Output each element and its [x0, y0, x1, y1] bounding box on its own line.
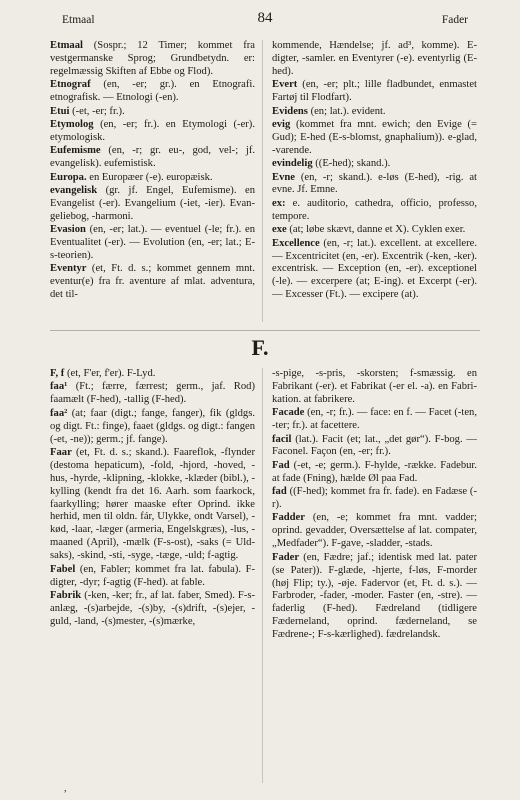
- entry-headword: evindelig: [272, 158, 313, 170]
- dictionary-entry: [272, 40, 477, 79]
- entry-text: (at; løbe skævt, danne et X). Cyklen exer.: [286, 224, 466, 236]
- entry-text: (en, -r; lat.). excellent. at excellere. — Excentricitet (en, -er). Excentrik (-ken, -ker). excentrisk. — Exception (en, -er). exceptionel (-le). — excerpere (at; E-ing). et Excerpt (-er). — Excesser (Ft.). — excipere (at).: [272, 237, 477, 301]
- dictionary-entry: [272, 172, 477, 198]
- dictionary-entry: [50, 145, 255, 171]
- column-divider-top: [262, 40, 263, 322]
- entry-headword: Fad: [272, 459, 290, 471]
- entry-headword: evangelisk: [50, 184, 98, 196]
- entry-headword: ex:: [272, 197, 286, 209]
- entry-text: (en, -r; skand.). e-løs (E-hed), -rig. at evne. Jf. Emne.: [272, 171, 477, 196]
- dictionary-entry: [50, 79, 255, 105]
- dictionary-entry: [272, 512, 477, 551]
- dictionary-entry: [50, 590, 255, 629]
- footer-mark: ,: [64, 783, 67, 794]
- entry-text: (kommet fra mnt. ewich; den Evige (= Gud); E-hed (E-s-blomst, gnaphalium)). e-glad, -varende.: [272, 118, 477, 156]
- page-number: 84: [257, 10, 273, 26]
- entry-text: (-et, -er; fr.).: [69, 105, 125, 117]
- entry-text: (en, -r; fr.). — face: en f. — Facet (-ten, -ter; fr.). at facettere.: [272, 407, 477, 432]
- dictionary-entry: [50, 368, 255, 381]
- entry-headword: F, f: [50, 368, 65, 379]
- dictionary-entry: [272, 158, 477, 171]
- entry-text: en Europæer (-e). europæisk.: [86, 171, 213, 183]
- section-letter-heading: F.: [251, 335, 269, 360]
- dictionary-entry: [272, 368, 477, 407]
- entry-text: (et, Ft. d. s.; skand.). Faareflok, -flynder (destoma hepaticum), -fold, -hjord, -hoved, -hus, -hyrde, -klipning, -klokke, -klæder (bibl.), -kylling (kendt fra det 16. Aarh. som faarkock, faarkylling; hører maaske efter Oprind. ikke herhid, men til oldn. fár, Ulykke, ondt Varsel), -kød, -laar, -læger (armeria, Engelskgræs), -lus, -maaned (April), -mælk (F-s-ost), -saks (= Uldsaks), -skind, -sti, -syge, -tæge, -uld; f-agtig.: [50, 446, 255, 562]
- entry-headword: Excellence: [272, 237, 320, 249]
- dictionary-entry: [50, 185, 255, 224]
- entry-headword: Facade: [272, 407, 305, 419]
- entry-text: (gr. jf. Engel, Eufemisme). en Evangelist (-er). Evangelium (-iet, -ier). Evangeliebog, -harmoni.: [50, 184, 255, 222]
- entry-headword: Eventyr: [50, 263, 87, 275]
- column-bottom-left: [50, 368, 255, 629]
- entry-text: -s-pige, -s-pris, -skorsten; f-smæssig. en Fabrikant (-er). et Fabrikat (-er el. -a). en Fabrikation. at fabrikere.: [272, 368, 477, 405]
- entry-headword: Fader: [272, 551, 300, 563]
- dictionary-entry: [272, 106, 477, 119]
- entry-headword: Faar: [50, 446, 72, 458]
- entry-text: (-ken, -ker; fr., af lat. faber, Smed). F-s-anlæg, -(s)arbejde, -(s)by, -(s)drift, -(s)ejer, -guld, -land, -(s)mester, -(s)mærke,: [50, 589, 255, 627]
- dictionary-entry: [272, 238, 477, 303]
- entry-headword: evig: [272, 118, 291, 130]
- dictionary-entry: [50, 106, 255, 119]
- entry-headword: faa¹: [50, 381, 68, 393]
- column-divider-bottom: [262, 368, 263, 783]
- dictionary-entry: [272, 434, 477, 460]
- entry-text: (en, -er; plt.; lille fladbundet, enmastet Fartøj til Flodfart).: [272, 79, 477, 104]
- dictionary-entry: [272, 79, 477, 105]
- dictionary-entry: [50, 119, 255, 145]
- dictionary-entry: [50, 408, 255, 447]
- entry-text: (en, -r; gr. eu-, god, vel-; jf. evangelisk). eufemistisk.: [50, 145, 255, 170]
- entry-headword: Eufemisme: [50, 145, 101, 157]
- dictionary-entry: [50, 172, 255, 185]
- dictionary-entry: [50, 224, 255, 263]
- column-bottom-right: [272, 368, 477, 643]
- entry-text: (en, -er; gr.). en Etnografi. etnografisk. — Etnologi (-en).: [50, 79, 255, 104]
- dictionary-entry: [272, 552, 477, 642]
- entry-text: (lat.). Facit (et; lat., „det gør“). F-bog. — Faconel. Façon (en, -er; fr.).: [272, 433, 477, 458]
- header-right-guideword: Fader: [441, 14, 468, 26]
- dictionary-entry: [272, 198, 477, 224]
- entry-headword: Evasion: [50, 224, 86, 236]
- entry-text: (at; faar (digt.; fange, fanger), fik (gldgs. og digt. Ft.: finge), faaet (gldgs. og digt.: fangen (-et, -ne)); germ.; jf. fange).: [50, 407, 255, 445]
- dictionary-entry: [50, 40, 255, 79]
- entry-headword: Etmaal: [50, 40, 83, 51]
- entry-headword: Evne: [272, 171, 295, 183]
- entry-text: kommende, Hændelse; jf. ad³, komme). E-digter, -samler. en Eventyrer (-e). eventyrlig (E-hed).: [272, 40, 477, 77]
- entry-headword: Fabrik: [50, 589, 82, 601]
- dictionary-entry: [50, 263, 255, 302]
- dictionary-entry: [50, 381, 255, 407]
- column-top-right: [272, 40, 477, 303]
- dictionary-entry: [50, 447, 255, 563]
- entry-text: (en, Fædre; jaf.; identisk med lat. pater (se Pater)). F-glæde, -hjerte, f-løs, F-morder (høj Flip; ty.), -øje. Fadervor (et, Ft. d. s.). — Farbroder, -fader, -moder. Faster (en, -stre). — faderlig (F-hed). Fædreland (tidligere Fæderneland, oprind. fæderneland, se Fædrene-; F-s-kærlighed). fædrelandsk.: [272, 551, 477, 641]
- entry-text: ((F-hed); kommet fra fr. fade). en Fadæse (-r).: [272, 486, 477, 511]
- entry-headword: facil: [272, 433, 292, 445]
- header-left-guideword: Etmaal: [62, 14, 95, 26]
- entry-headword: faa²: [50, 407, 68, 419]
- dictionary-entry: [272, 486, 477, 512]
- entry-headword: Etui: [50, 105, 70, 117]
- entry-text: (en; lat.). evident.: [307, 105, 386, 117]
- entry-text: (et, F'er, f'er). F-Lyd.: [64, 368, 156, 379]
- entry-headword: Evidens: [272, 105, 308, 117]
- entry-text: (Ft.; færre, færrest; germ., jaf. Rod) faamælt (F-hed), -tallig (F-hed).: [50, 381, 255, 406]
- dictionary-entry: [272, 407, 477, 433]
- entry-text: (-et, -e; germ.). F-hylde, -række. Fadebur. at fade (Fning), hælde Øl paa Fad.: [272, 459, 477, 484]
- entry-headword: Fadder: [272, 512, 305, 524]
- entry-text: (en, -er; fr.). en Etymologi (-er). etymologisk.: [50, 118, 255, 143]
- entry-headword: fad: [272, 486, 287, 498]
- entry-text: (et, Ft. d. s.; kommet gennem mnt. eventur(e) fra fr. aventure af mlat. adventura, det til-: [50, 263, 255, 301]
- entry-text: (en, Fabler; kommet fra lat. fabula). F-digter, -dyr; f-agtig (F-hed). at fable.: [50, 563, 255, 588]
- column-top-left: [50, 40, 255, 303]
- dictionary-entry: [272, 460, 477, 486]
- entry-text: (en, -er; lat.). — eventuel (-le; fr.). en Eventualitet (-er). — Evolution (en, -er; lat.; E-s-teorien).: [50, 224, 255, 261]
- section-rule: [50, 330, 480, 331]
- entry-headword: Fabel: [50, 563, 76, 575]
- entry-headword: Etnograf: [50, 79, 91, 91]
- dictionary-entry: [272, 119, 477, 158]
- page-header: [50, 10, 480, 32]
- dictionary-entry: [50, 564, 255, 590]
- entry-text: ((E-hed); skand.).: [312, 158, 391, 170]
- entry-headword: exe: [272, 224, 287, 236]
- entry-text: (en, -e; kommet fra mnt. vadder; oprind. gevadder, Oversættelse af lat. compater, „Medfader“). F-gave, -sladder, -stads.: [272, 512, 477, 550]
- entry-headword: Evert: [272, 79, 298, 91]
- entry-headword: Europa.: [50, 171, 87, 183]
- entry-headword: Etymolog: [50, 118, 94, 130]
- dictionary-entry: [272, 224, 477, 237]
- entry-text: e. auditorio, cathedra, officio, professo, tempore.: [272, 197, 477, 222]
- entry-text: (Sospr.; 12 Timer; kommet fra vestgermanske Sprog; Grundbetydn. er: regelmæssig Skiften af Ebbe og Flod).: [50, 40, 255, 77]
